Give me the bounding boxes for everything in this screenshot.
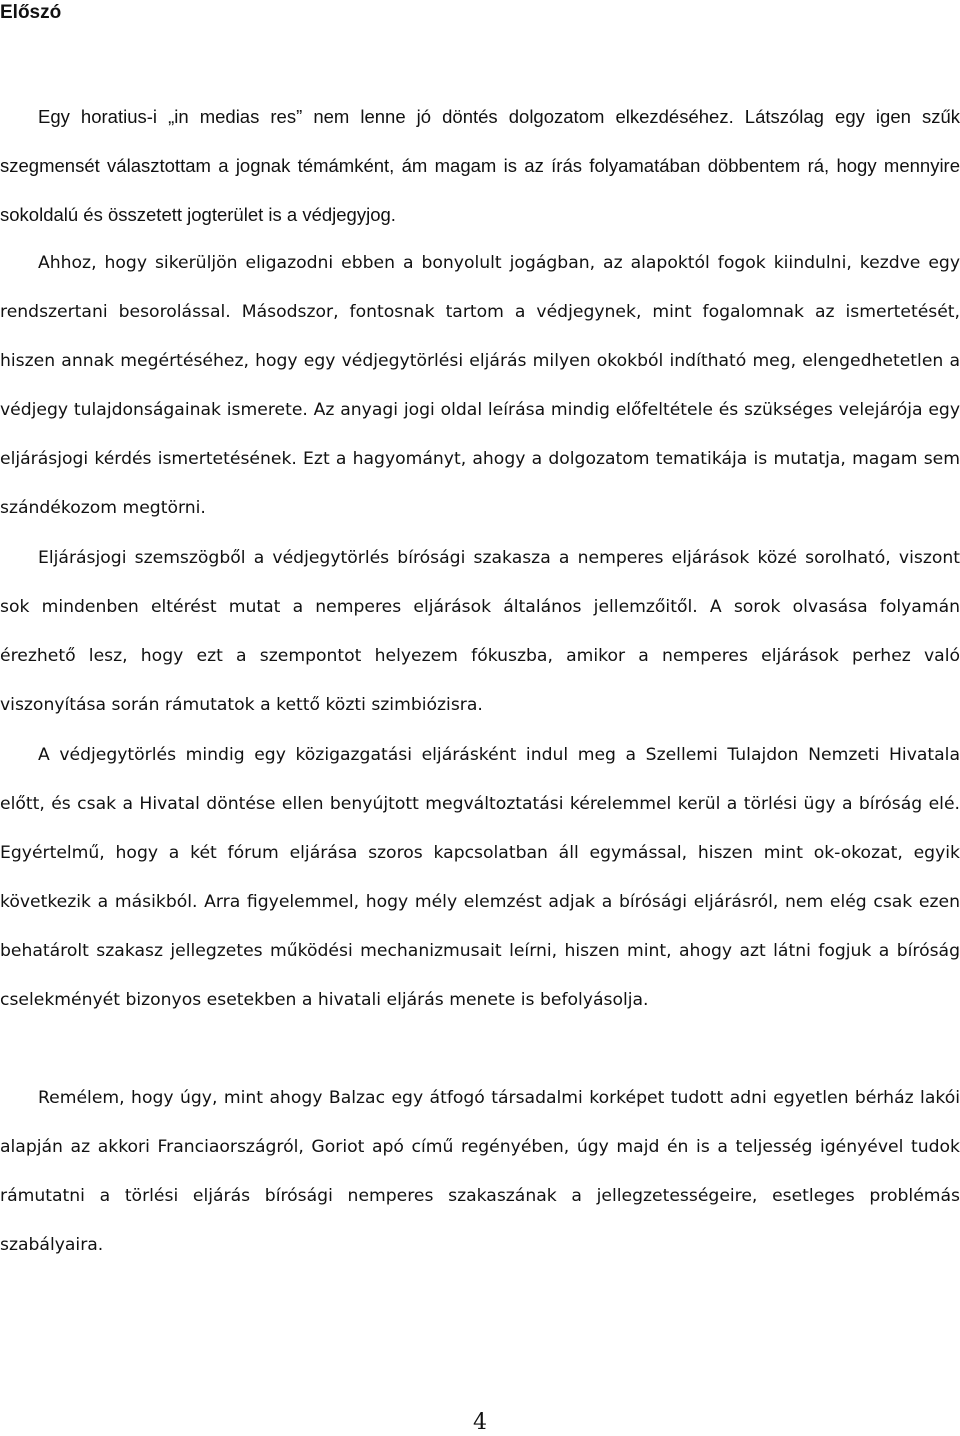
paragraph-structure: Ahhoz, hogy sikerüljön eligazodni ebben a bonyolult jogágban, az alapoktól fogok kiindulni, kezdve egy rendszertani besorolással. Másodszor, fontosnak tartom a védjegynek, mint fogalomnak az ismertetését, hiszen annak megértéséhez, hogy egy védjegytörlési eljárás milyen okokból indítható meg, elengedhetetlen a védjegy tulajdonságainak ismerete. Az anyagi jogi oldal leírása mindig előfeltétele és szükséges velejárója egy eljárásjogi kérdés ismertetésének. Ezt a hagyományt, ahogy a dolgozatom tematikája is mutatja, magam sem szándékozom megtörni. [0, 253, 960, 518]
paragraph-intro: Egy horatius-i „in medias res” nem lenne jó döntés dolgozatom elkezdéséhez. Látszólag egy igen szűk szegmensét választottam a jognak témámként, ám magam is az írás folyamatában döbbentem rá, hogy mennyire sokoldalú és összetett jogterület is a védjegyjog. [0, 106, 960, 225]
section-heading: Előszó [0, 2, 62, 23]
paragraph-closing: Remélem, hogy úgy, mint ahogy Balzac egy átfogó társadalmi korképet tudott adni egyetlen bérház lakói alapján az akkori Franciaországról, Goriot apó című regényében, úgy majd én is a teljesség igényével tudok rámutatni a törlési eljárás bírósági nemperes szakaszának a jellegzetességeire, esetleges problémás szabályaira. [0, 1088, 960, 1255]
paragraph-trademark-cancellation: A védjegytörlés mindig egy közigazgatási eljárásként indul meg a Szellemi Tulajdon Nemzeti Hivatala előtt, és csak a Hivatal döntése ellen benyújtott megváltoztatási kérelemmel kerül a törlési ügy a bíróság elé. Egyértelmű, hogy a két fórum eljárása szoros kapcsolatban áll egymással, hiszen mint ok-okozat, egyik következik a másikból. Arra figyelemmel, hogy mély elemzést adjak a bírósági eljárásról, nem elég csak ezen behatárolt szakasz jellegzetes működési mechanizmusait leírni, hiszen mint, ahogy azt látni fogjuk a bíróság cselekményét bizonyos esetekben a hivatali eljárás menete is befolyásolja. [0, 745, 960, 1010]
paragraph-procedural-view: Eljárásjogi szemszögből a védjegytörlés bírósági szakasza a nemperes eljárások közé sorolható, viszont sok mindenben eltérést mutat a nemperes eljárások általános jellemzőitől. A sorok olvasása folyamán érezhető lesz, hogy ezt a szempontot helyezem fókuszba, amikor a nemperes eljárások perhez való viszonyítása során rámutatok a kettő közti szimbiózisra. [0, 548, 960, 715]
page-number: 4 [473, 1410, 487, 1435]
